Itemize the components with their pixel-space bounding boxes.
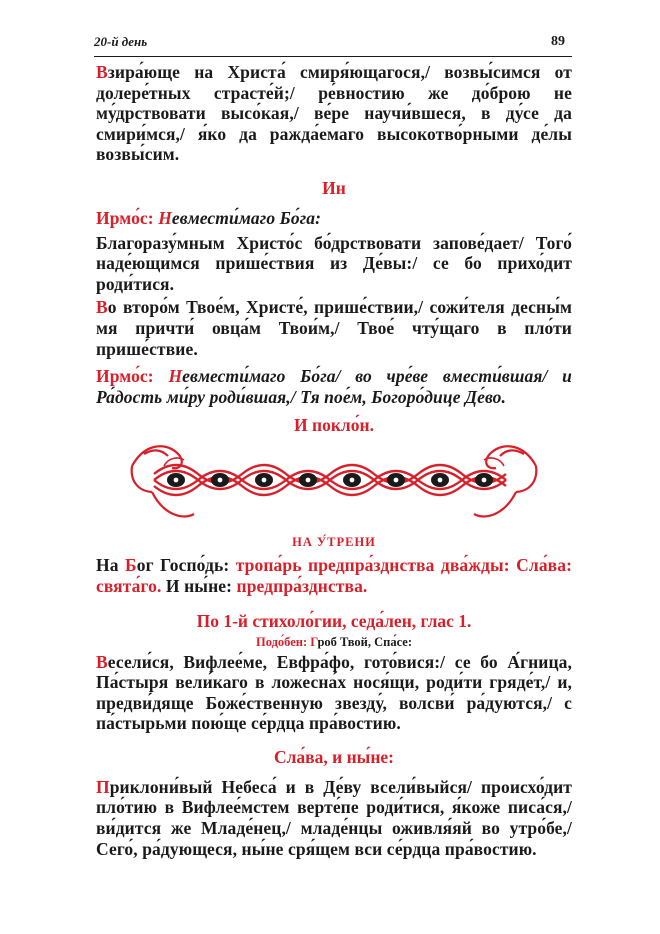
page-number: 89 (551, 34, 565, 49)
irmos-cap: Н (168, 366, 183, 387)
irmos-incipit: евмести́маго Бо́га (182, 366, 336, 387)
rubric-text: И (161, 575, 185, 596)
irmos-text: / во чре́ве вмести́вшая/ и Ра́дость ми́ру роди́вшая,/ Тя пое́м, Богоро́дице Де́во. (96, 366, 572, 407)
podoben-label: Подо́бен: (255, 634, 311, 649)
stanza-vziraiushche (96, 62, 572, 165)
red-initial: Г (310, 634, 318, 649)
page-content (96, 62, 572, 859)
irmos-word: Ирмо́с: (96, 207, 159, 228)
running-header-day: 20-й день (94, 34, 148, 49)
red-initial: В (96, 297, 108, 318)
matins-rubric (96, 555, 572, 596)
rubric-red: предпра́зднства. (236, 575, 368, 596)
header-rule (94, 56, 572, 57)
rubric-red: тропа́рь предпра́зднства два́жды: Сла́ва: свята́го. (96, 555, 572, 596)
irmos-label-1 (96, 208, 572, 229)
heading-kathisma: По 1-й стихоло́гии, седа́лен, глас 1. (196, 610, 472, 631)
irmos-word: Ирмо́с: (96, 366, 169, 387)
heading-matins: НА У́ТРЕНИ (292, 535, 376, 550)
red-initial: В (96, 651, 108, 672)
heading-slava: Сла́ва, и ны́не: (273, 746, 395, 767)
stanza-text: зира́юще на Христа́ смиря́ющагося,/ возвы́симся от долере́тных страсте́й;/ ре́вностию же до́брою не му́дрствовати высо́кая,/ ве́ре научи́вшеся, в ду́се да смири́мся,/ я́ко да ражда́емаго высокотво́рными де́лы возвы́сим. (96, 62, 572, 165)
stanza-text: есели́ся, Вифлее́ме, Евфра́фо, гото́вися:/ се бо А́гница, Па́стыря вели́каго в ложесна́х нося́щи, роди́ти гряде́т,/ и, предви́дяще Боже́ственную звезду́, волсви́ ра́дуются,/ с па́стырьми пою́ще се́рдца пра́востию. (96, 651, 572, 734)
red-initial: В (96, 62, 108, 82)
red-initial: П (96, 776, 110, 797)
heading-poklon: И покло́н. (294, 415, 374, 436)
podoben-line (96, 634, 572, 650)
interlace-ornament-icon (124, 436, 544, 526)
irmos-cap: Н (158, 207, 172, 228)
irmos-full (96, 366, 572, 407)
rubric-text: ны́не: (184, 575, 237, 596)
irmos-incipit: евмести́маго Бо́га: (171, 207, 322, 228)
podoben-text: роб Твой, Спа́се: (317, 634, 413, 649)
troparion-blagorazumnym: Благоразу́мным Христо́с бо́дрствовати запове́дает/ Того́ наде́ющимся прише́ствия из Де́вы:/ се бо прихо́дит роди́тися. (96, 232, 572, 294)
right-scroll (486, 447, 536, 493)
red-initial: Б (125, 555, 137, 576)
heading-in: Ин (322, 177, 346, 198)
stanza-text: о второ́м Твое́м, Христе́, прише́ствии,/ сожи́теля десны́м мя причти́ овца́м Твои́м,/ Твое́ чту́щаго в пло́ти прише́ствие. (96, 297, 572, 359)
sedalen-text (96, 652, 572, 734)
rubric-text: На (96, 555, 126, 576)
stanza-text: риклони́вый Небеса́ и в Де́ву всели́выйся/ происхо́дит пло́тию в Вифлее́мстем верте́пе роди́тися, я́коже писа́ся,/ ви́дится же Младе́нец,/ младе́нцы оживля́яй во утро́бе,/ Сего́, ра́дующеся, ны́не сря́щем вси се́рдца пра́востию. (96, 776, 572, 859)
slava-text (96, 777, 572, 859)
troparion-vo-vtorom (96, 297, 572, 359)
rubric-text: ог Госпо́дь: (136, 555, 236, 576)
